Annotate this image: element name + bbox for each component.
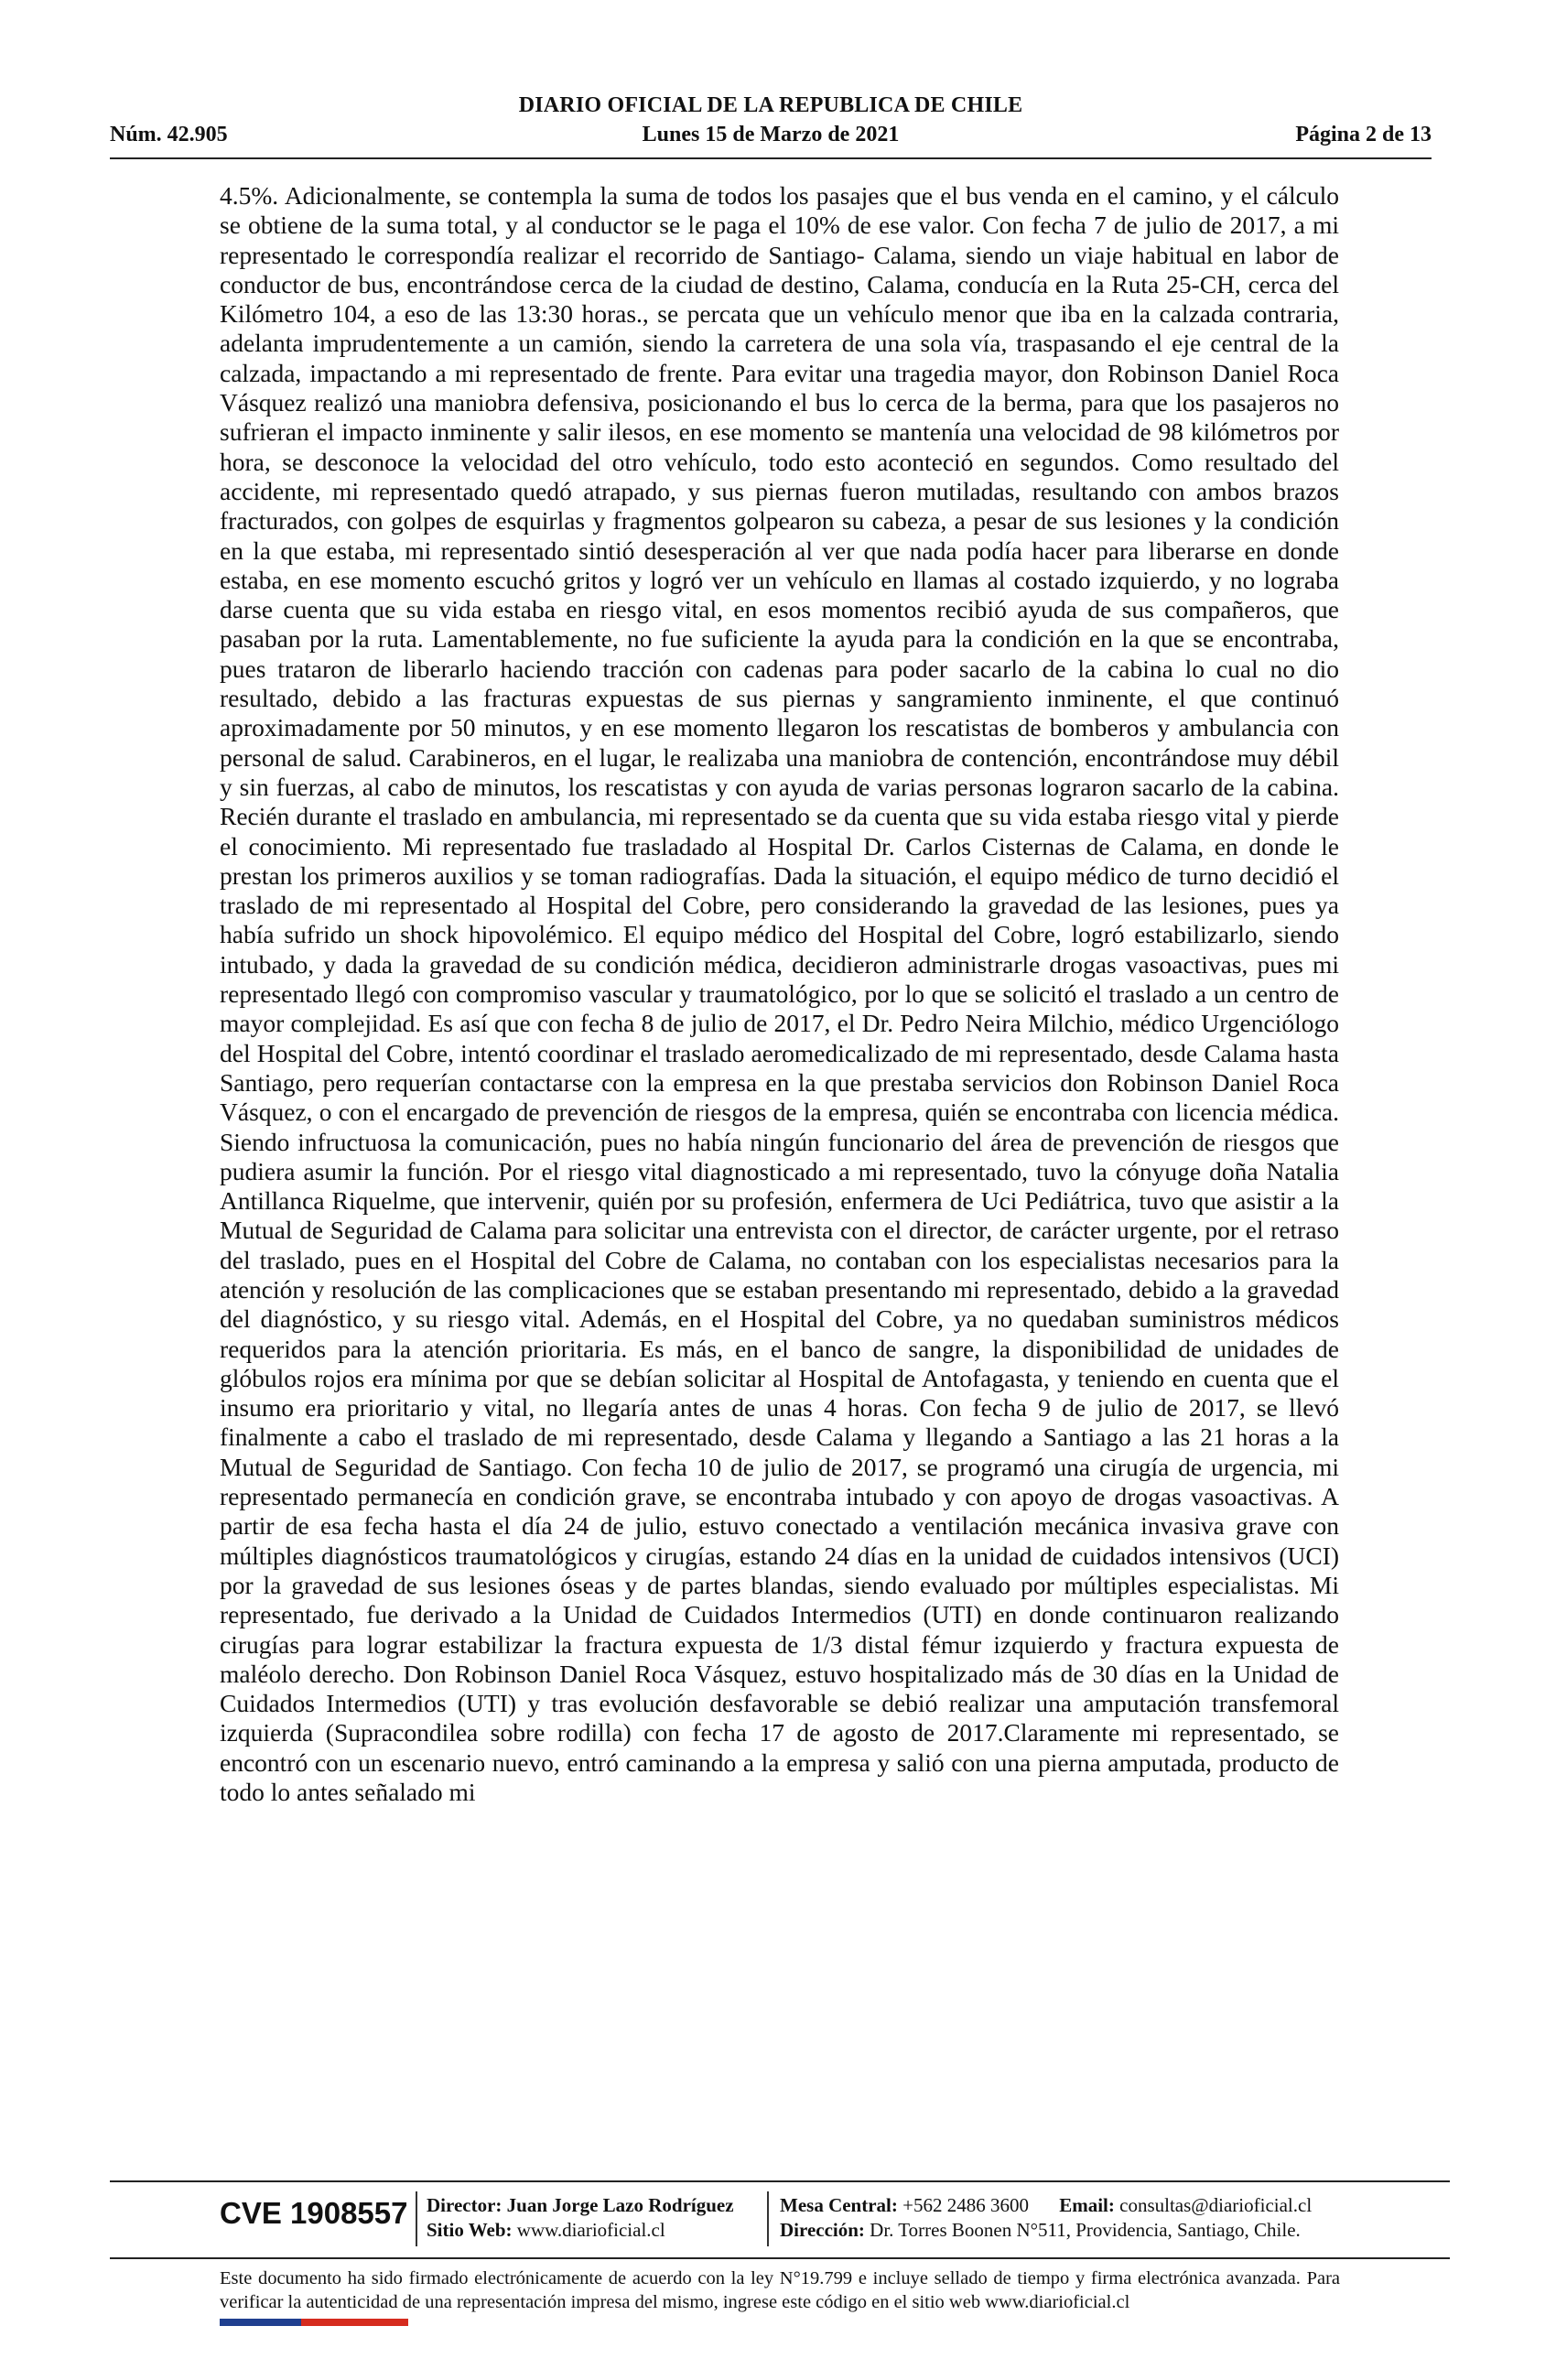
website-link[interactable]: www.diarioficial.cl	[516, 2219, 665, 2241]
footer-bottom-rule	[110, 2257, 1450, 2259]
signature-disclaimer: Este documento ha sido firmado electrónicamente de acuerdo con la ley N°19.799 e incluye sellado de tiempo y firma electrónica avanzada. Para verificar la autenticidad de una representación impresa del mismo, ingrese este código en el sitio web www.diarioficial.cl	[220, 2268, 1340, 2312]
header-meta-row	[110, 123, 1432, 150]
page-header	[110, 92, 1432, 159]
footer-contact-block	[780, 2193, 1312, 2243]
director-name: Juan Jorge Lazo Rodríguez	[506, 2194, 734, 2216]
director-line	[427, 2193, 734, 2218]
director-label: Director:	[427, 2194, 502, 2216]
email-label: Email:	[1059, 2194, 1115, 2216]
flag-red-segment	[301, 2319, 408, 2326]
footer-top-rule	[110, 2180, 1450, 2182]
document-body-text: 4.5%. Adicionalmente, se contempla la suma de todos los pasajes que el bus venda en el camino, y el cálculo se obtiene de la suma total, y al conductor se le paga el 10% de ese valor. Con fecha 7 de julio de 2017, a mi representado le correspondía realizar el recorrido de Santiago- Calama, siendo un viaje habitual en labor de conductor de bus, encontrándose cerca de la ciudad de destino, Calama, conducía en la Ruta 25-CH, cerca del Kilómetro 104, a eso de las 13:30 horas., se percata que un vehículo menor que iba en la calzada contraria, adelanta imprudentemente a un camión, siendo la carretera de una sola vía, traspasando el eje central de la calzada, impactando a mi representado de frente. Para evitar una tragedia mayor, don Robinson Daniel Roca Vásquez realizó una maniobra defensiva, posicionando el bus lo cerca de la berma, para que los pasajeros no sufrieran el impacto inminente y salir ilesos, en ese momento se mantenía una velocidad de 98 kilómetros por hora, se desconoce la velocidad del otro vehículo, todo esto aconteció en segundos. Como resultado del accidente, mi representado quedó atrapado, y sus piernas fueron mutiladas, resultando con ambos brazos fracturados, con golpes de esquirlas y fragmentos golpearon su cabeza, a pesar de sus lesiones y la condición en la que estaba, mi representado sintió desesperación al ver que nada podía hacer para liberarse en donde estaba, en ese momento escuchó gritos y logró ver un vehículo en llamas al costado izquierdo, y no lograba darse cuenta que su vida estaba en riesgo vital, en esos momentos recibió ayuda de sus compañeros, que pasaban por la ruta. Lamentablemente, no fue suficiente la ayuda para la condición en la que se encontraba, pues trataron de liberarlo haciendo tracción con cadenas para poder sacarlo de la cabina lo cual no dio resultado, debido a las fracturas expuestas de sus piernas y sangramiento inminente, el que continuó aproximadamente por 50 minutos, y en ese momento llegaron los rescatistas de bomberos y ambulancia con personal de salud. Carabineros, en el lugar, le realizaba una maniobra de contención, encontrándose muy débil y sin fuerzas, al cabo de minutos, los rescatistas y con ayuda de varias personas lograron sacarlo de la cabina. Recién durante el traslado en ambulancia, mi representado se da cuenta que su vida estaba riesgo vital y pierde el conocimiento. Mi representado fue trasladado al Hospital Dr. Carlos Cisternas de Calama, en donde le prestan los primeros auxilios y se toman radiografías. Dada la situación, el equipo médico de turno decidió el traslado de mi representado al Hospital del Cobre, pero considerando la gravedad de las lesiones, pues ya había sufrido un shock hipovolémico. El equipo médico del Hospital del Cobre, logró estabilizarlo, siendo intubado, y dada la gravedad de su condición médica, decidieron administrarle drogas vasoactivas, pues mi representado llegó con compromiso vascular y traumatológico, por lo que se solicitó el traslado a un centro de mayor complejidad. Es así que con fecha 8 de julio de 2017, el Dr. Pedro Neira Milchio, médico Urgenciólogo del Hospital del Cobre, intentó coordinar el traslado aeromedicalizado de mi representado, desde Calama hasta Santiago, pero requerían contactarse con la empresa en la que prestaba servicios don Robinson Daniel Roca Vásquez, o con el encargado de prevención de riesgos de la empresa, quién se encontraba con licencia médica. Siendo infructuosa la comunicación, pues no había ningún funcionario del área de prevención de riesgos que pudiera asumir la función. Por el riesgo vital diagnosticado a mi representado, tuvo la cónyuge doña Natalia Antillanca Riquelme, que intervenir, quién por su profesión, enfermera de Uci Pediátrica, tuvo que asistir a la Mutual de Seguridad de Calama para solicitar una entrevista con el director, de carácter urgente, por el retraso del traslado, pues en el Hospital del Cobre de Calama, no contaban con los especialistas necesarios para la atención y resolución de las complicaciones que se estaban presentando mi representado, debido a la gravedad del diagnóstico, y su riesgo vital. Además, en el Hospital del Cobre, ya no quedaban suministros médicos requeridos para la atención prioritaria. Es más, en el banco de sangre, la disponibilidad de unidades de glóbulos rojos era mínima por que se debían solicitar al Hospital de Antofagasta, y teniendo en cuenta que el insumo era prioritario y vital, no llegaría antes de unas 4 horas. Con fecha 9 de julio de 2017, se llevó finalmente a cabo el traslado de mi representado, desde Calama y llegando a Santiago a las 21 horas a la Mutual de Seguridad de Santiago. Con fecha 10 de julio de 2017, se programó una cirugía de urgencia, mi representado permanecía en condición grave, se encontraba intubado y con apoyo de drogas vasoactivas. A partir de esa fecha hasta el día 24 de julio, estuvo conectado a ventilación mecánica invasiva grave con múltiples diagnósticos traumatológicos y cirugías, estando 24 días en la unidad de cuidados intensivos (UCI) por la gravedad de sus lesiones óseas y de partes blandas, siendo evaluado por múltiples especialistas. Mi representado, fue derivado a la Unidad de Cuidados Intermedios (UTI) en donde continuaron realizando cirugías para lograr estabilizar la fractura expuesta de 1/3 distal fémur izquierdo y fractura expuesta de maléolo derecho. Don Robinson Daniel Roca Vásquez, estuvo hospitalizado más de 30 días en la Unidad de Cuidados Intermedios (UTI) y tras evolución desfavorable se debió realizar una amputación transfemoral izquierda (Supracondilea sobre rodilla) con fecha 17 de agosto de 2017.Claramente mi representado, se encontró con un escenario nuevo, entró caminando a la empresa y salió con una pierna amputada, producto de todo lo antes señalado mi	[220, 181, 1339, 1807]
address-label: Dirección:	[780, 2219, 865, 2241]
address-value: Dr. Torres Boonen N°511, Providencia, Santiago, Chile.	[870, 2219, 1301, 2241]
address-line	[780, 2218, 1312, 2243]
footer-divider	[416, 2191, 417, 2246]
contact-line	[780, 2193, 1312, 2218]
phone-label: Mesa Central:	[780, 2194, 898, 2216]
cve-code: CVE 1908557	[220, 2196, 408, 2230]
footer-divider	[767, 2191, 769, 2246]
flag-blue-segment	[220, 2319, 301, 2326]
issue-date: Lunes 15 de Marzo de 2021	[642, 123, 900, 146]
footer-director-block	[427, 2193, 734, 2243]
page-indicator: Página 2 de 13	[1295, 123, 1432, 146]
phone-number: +562 2486 3600	[902, 2194, 1029, 2216]
email-address[interactable]: consultas@diarioficial.cl	[1119, 2194, 1313, 2216]
chile-flag-stripe	[220, 2319, 408, 2326]
website-line	[427, 2218, 734, 2243]
website-label: Sitio Web:	[427, 2219, 513, 2241]
issue-number: Núm. 42.905	[110, 123, 228, 146]
gazette-title: DIARIO OFICIAL DE LA REPUBLICA DE CHILE	[518, 93, 1023, 117]
